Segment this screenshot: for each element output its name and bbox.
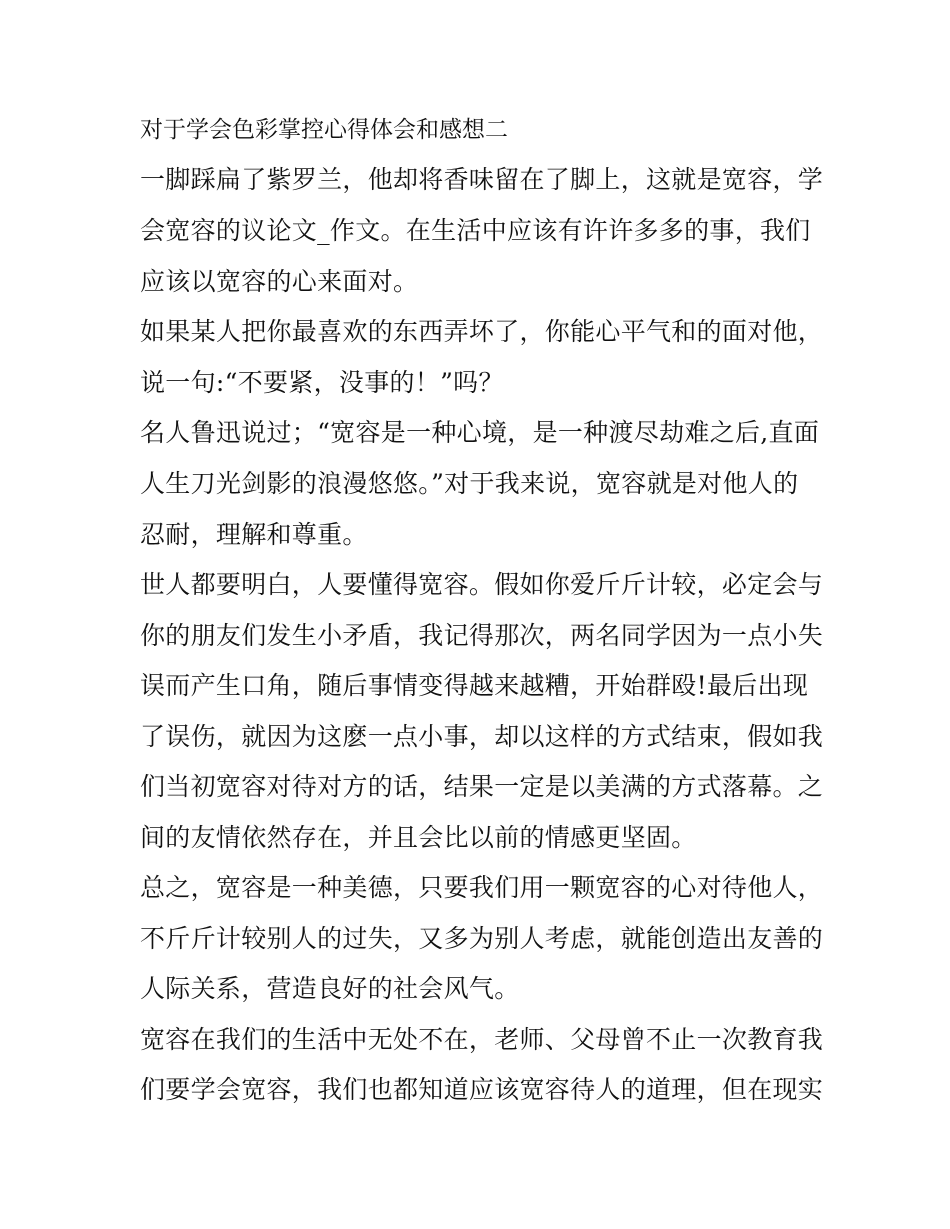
text-line: 人生刀光剑影的浪漫悠悠。”对于我来说，宽容就是对他人的 <box>140 469 799 498</box>
text-line: 人际关系，营造良好的社会风气。 <box>140 974 520 1003</box>
text-line: 不斤斤计较别人的过失，又多为别人考虑，就能创造出友善的 <box>140 924 824 953</box>
text-line: 间的友情依然存在，并且会比以前的情感更坚固。 <box>140 823 697 852</box>
text-line: 世人都要明白，人要懂得宽容。假如你爱斤斤计较，必定会与 <box>140 570 824 599</box>
document-title: 对于学会色彩掌控心得体会和感想二 <box>140 117 508 143</box>
text-line: 总之，宽容是一种美德，只要我们用一颗宽容的心对待他人， <box>140 873 824 902</box>
text-line: 你的朋友们发生小矛盾，我记得那次，两名同学因为一点小失 <box>140 621 824 650</box>
text-line: 应该以宽容的心来面对。 <box>140 267 419 296</box>
text-line: 说一句:“不要紧，没事的！”吗？ <box>140 368 504 397</box>
text-line: 如果某人把你最喜欢的东西弄坏了，你能心平气和的面对他， <box>140 317 824 346</box>
text-line: 们要学会宽容，我们也都知道应该宽容待人的道理，但在现实 <box>140 1075 824 1104</box>
text-line: 误而产生口角，随后事情变得越来越糟，开始群殴!最后出现 <box>140 671 809 700</box>
text-line: 会宽容的议论文_作文。在生活中应该有许许多多的事，我们 <box>140 216 811 245</box>
text-line: 忍耐，理解和尊重。 <box>140 520 368 549</box>
text-line: 一脚踩扁了紫罗兰，他却将香味留在了脚上，这就是宽容，学 <box>140 165 824 194</box>
text-line: 名人鲁迅说过；“宽容是一种心境，是一种渡尽劫难之后,直面 <box>140 418 820 447</box>
text-line: 了误伤，就因为这麽一点小事，却以这样的方式结束，假如我 <box>140 722 824 751</box>
text-line: 宽容在我们的生活中无处不在，老师、父母曾不止一次教育我 <box>140 1025 824 1054</box>
text-line: 们当初宽容对待对方的话，结果一定是以美满的方式落幕。之 <box>140 772 824 801</box>
